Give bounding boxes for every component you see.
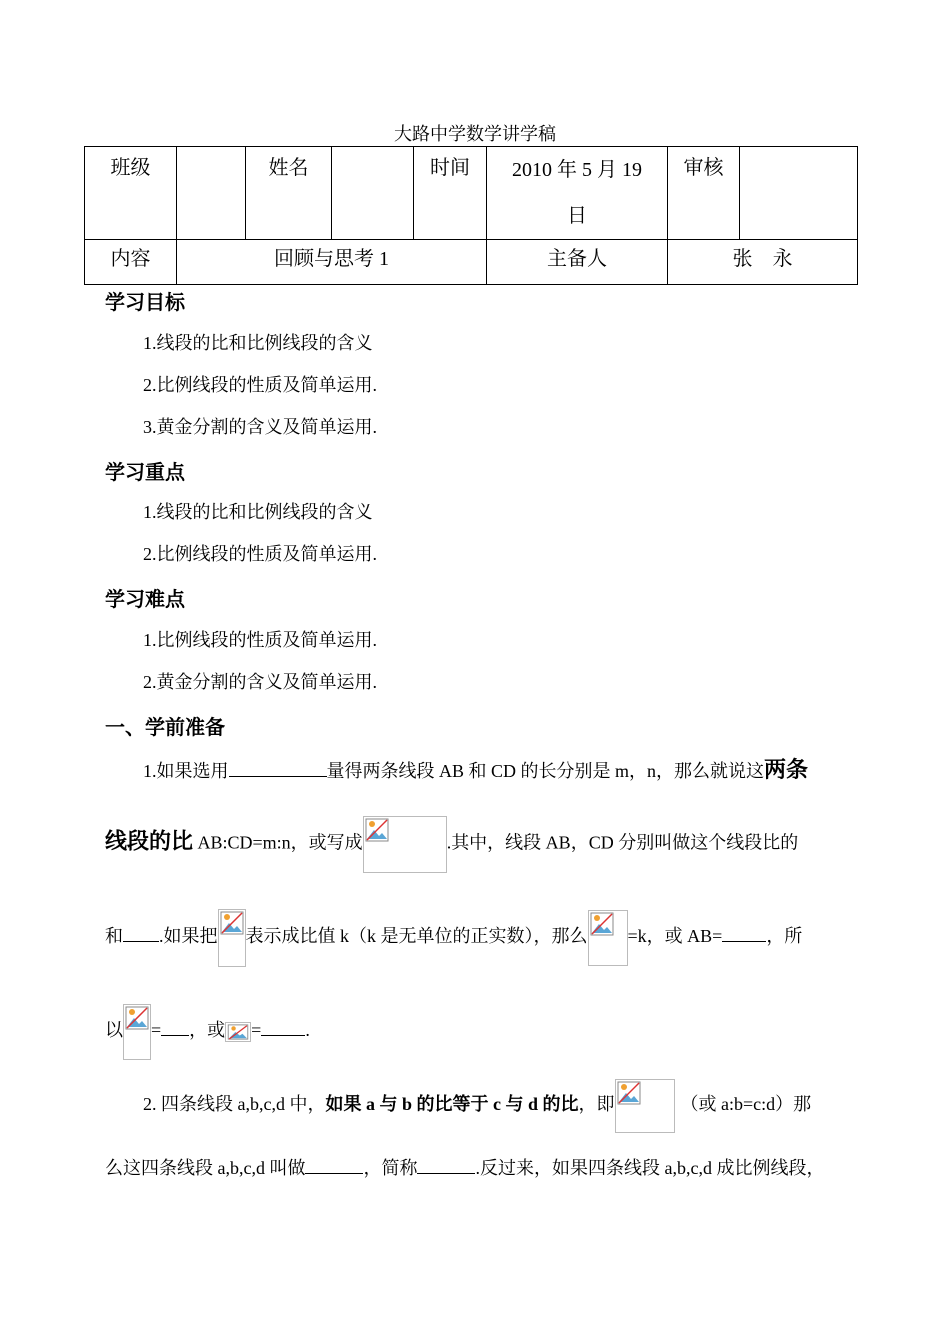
broken-image-icon — [363, 816, 447, 873]
goals-item-2: 2.比例线段的性质及简单运用. — [143, 375, 377, 395]
p1-text-e: AB:CD=m:n，或写成 — [193, 832, 363, 853]
p2-text-a: 2. 四条线段 a,b,c,d 中， — [143, 1094, 326, 1115]
p1-text-i: 表示成比值 k（k 是无单位的正实数），那么 — [245, 926, 588, 947]
host-value: 张 永 — [732, 248, 793, 270]
p1-line2 — [105, 816, 850, 873]
p1-text-h: .如果把 — [159, 926, 218, 947]
time-label: 时间 — [430, 157, 470, 179]
p2-text-f: ，简称 — [363, 1158, 418, 1178]
focus-item-2: 2.比例线段的性质及简单运用. — [143, 544, 377, 564]
focus-heading: 学习重点 — [105, 460, 185, 484]
name-label-cell — [246, 147, 332, 240]
prep-heading: 一、学前准备 — [105, 715, 225, 739]
host-label-cell — [487, 240, 668, 285]
p2-line2 — [105, 1154, 850, 1180]
blank-ratio-1 — [161, 1017, 189, 1036]
focus-item-1: 1.线段的比和比例线段的含义 — [143, 502, 373, 522]
review-value — [740, 147, 857, 151]
p2-text-e: 么这四条线段 a,b,c,d 叫做 — [105, 1158, 306, 1178]
p1-text-c: 两条 — [764, 758, 809, 783]
p1-text-k: ，所 — [766, 926, 803, 947]
review-value-cell — [740, 147, 858, 240]
p2-line1 — [143, 1079, 850, 1133]
goals-heading: 学习目标 — [105, 290, 185, 314]
p1-text-j: =k，或 AB= — [627, 926, 723, 947]
p1-line3 — [105, 909, 850, 967]
blank-ab — [722, 923, 766, 942]
difficulty-heading: 学习难点 — [105, 587, 185, 611]
p1-text-n: ，或 — [189, 1020, 226, 1041]
blank-proportional — [305, 1155, 363, 1174]
p2-text-g: .反过来，如果四条线段 a,b,c,d 成比例线段， — [475, 1158, 825, 1178]
p1-text-o: = — [251, 1020, 262, 1041]
p1-text-a: 1.如果选用 — [143, 761, 229, 781]
p2-text-b: 如果 a 与 b 的比等于 c 与 d 的比 — [325, 1094, 579, 1115]
p2-text-c: ，即 — [578, 1094, 615, 1115]
time-label-cell — [414, 147, 487, 240]
goals-item-1: 1.线段的比和比例线段的含义 — [143, 333, 373, 353]
name-value-cell — [332, 147, 414, 240]
content-value: 回顾与思考 1 — [274, 248, 389, 270]
host-label: 主备人 — [547, 248, 607, 270]
header-table — [84, 146, 858, 285]
p2-text-d: （或 a:b=c:d）那 — [680, 1094, 812, 1115]
p1-line4 — [105, 1004, 850, 1060]
goals-item-3: 3.黄金分割的含义及简单运用. — [143, 417, 377, 437]
review-label: 审核 — [683, 157, 724, 179]
difficulty-item-2: 2.黄金分割的含义及简单运用. — [143, 672, 377, 692]
p1-line1 — [143, 753, 850, 784]
broken-image-icon — [123, 1004, 151, 1060]
p1-text-f: .其中，线段 AB，CD 分别叫做这个线段比的 — [446, 832, 799, 853]
time-value-line1: 2010 年 5 月 19 — [512, 159, 642, 181]
difficulty-item-1: 1.比例线段的性质及简单运用. — [143, 630, 377, 650]
time-value-line2: 日 — [567, 205, 587, 227]
p1-text-m: = — [151, 1020, 162, 1041]
review-label-cell — [668, 147, 740, 240]
class-value — [177, 147, 245, 151]
class-label-cell — [85, 147, 177, 240]
p1-text-d: 线段的比 — [105, 829, 194, 855]
blank-antecedent — [123, 923, 159, 942]
class-value-cell — [177, 147, 246, 240]
content-label-cell — [85, 240, 177, 285]
broken-image-icon — [615, 1079, 675, 1133]
document-title: 大路中学数学讲学稿 — [394, 124, 556, 144]
p1-text-b: 量得两条线段 AB 和 CD 的长分别是 m，n，那么就说这 — [326, 761, 765, 781]
blank-ratio-2 — [261, 1017, 305, 1036]
broken-image-icon — [588, 910, 628, 966]
time-value-cell — [487, 147, 668, 240]
name-label: 姓名 — [268, 157, 309, 179]
p1-text-g: 和 — [105, 926, 123, 947]
content-value-cell — [177, 240, 487, 285]
p1-text-p: . — [305, 1020, 310, 1041]
blank-short-name — [417, 1155, 475, 1174]
blank-unit — [229, 758, 327, 777]
p1-text-l: 以 — [105, 1020, 123, 1041]
content-label: 内容 — [110, 248, 151, 270]
host-value-cell — [668, 240, 858, 285]
class-label: 班级 — [110, 157, 151, 179]
name-value — [332, 147, 413, 151]
broken-image-icon — [218, 909, 246, 967]
broken-image-icon — [225, 1022, 251, 1042]
